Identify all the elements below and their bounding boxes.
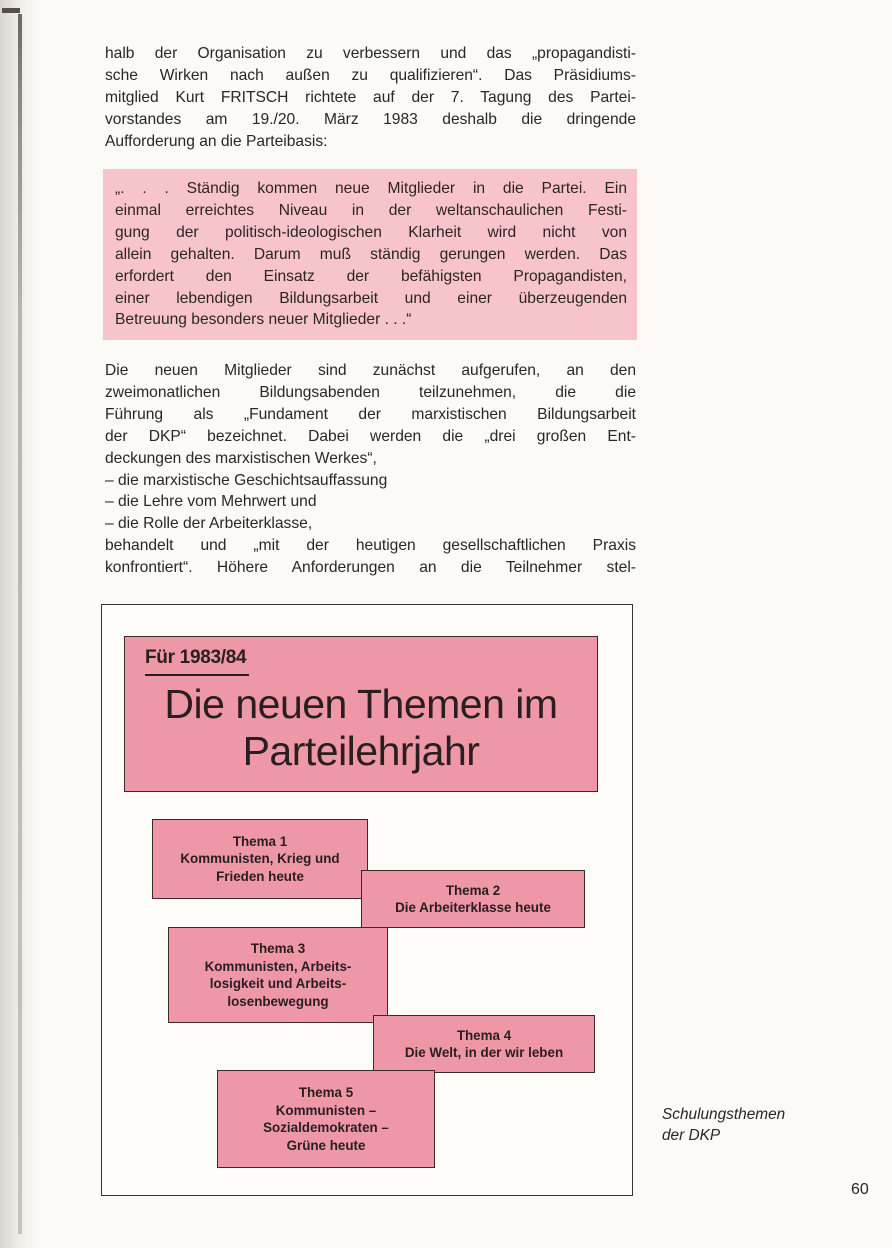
theme-title-line: Kommunisten – [275,1102,377,1118]
text-line: sche Wirken nach außen zu qualifizieren“. Das Präsidiums- [105,66,636,84]
quote-highlight-box [103,169,637,340]
binding-edge [18,14,22,1234]
bullet-item: – die marxistische Geschichtsauffassung [105,471,388,489]
theme-box-4 [373,1015,595,1073]
caption-line: der DKP [662,1127,721,1144]
theme-box-5 [217,1070,435,1168]
theme-title-line: Kommunisten, Arbeits- [204,958,352,974]
theme-title-line: Die Arbeiterklasse heute [395,900,551,915]
text-line: halb der Organisation zu verbessern und das „propagandisti- [105,45,636,62]
quote-line: Betreuung besonders neuer Mitglieder . . .“ [115,311,412,329]
theme-number: Thema 2 [445,882,501,898]
quote-line: allein gehalten. Darum muß ständig gerungen werden. Das [115,245,627,263]
text-line: vorstandes am 19./20. März 1983 deshalb die dringende [105,110,636,128]
quote-line: „. . . Ständig kommen neue Mitglieder in die Partei. Ein [115,180,627,197]
theme-title-line: Sozialdemokraten – [263,1120,389,1135]
text-line: der DKP“ bezeichnet. Dabei werden die „drei großen Ent- [105,427,636,445]
paragraph-intro [105,43,636,153]
figure-caption [662,1104,785,1146]
theme-title-line: Frieden heute [216,868,304,884]
text-line: behandelt und „mit der heutigen gesellschaftlichen Praxis [105,537,636,555]
bullet-item: – die Rolle der Arbeiterklasse, [105,515,313,533]
quote-line: einmal erreichtes Niveau in der weltanschaulichen Festi- [115,201,627,219]
text-line: deckungen des marxistischen Werkes“, [105,449,377,467]
theme-title-line: losigkeit und Arbeits- [209,976,347,991]
text-line: Führung als „Fundament der marxistischen Bildungsarbeit [105,405,636,423]
theme-box-3 [168,927,388,1023]
headline-line: Die neuen Themen im [164,681,558,727]
quote-line: erfordert den Einsatz der befähigsten Propagandisten, [115,267,627,285]
quote-line: gung der politisch-ideologischen Klarheit wird nicht von [115,223,627,241]
quote-text [115,178,627,331]
theme-title-line: Kommunisten, Krieg und [180,851,340,867]
year-label: Für 1983/84 [145,647,247,668]
theme-title-line: Die Welt, in der wir leben [404,1045,564,1060]
theme-title-line: losenbewegung [227,993,329,1009]
text-line: mitglied Kurt FRITSCH richtete auf der 7. Tagung des Partei- [105,88,636,106]
theme-number: Thema 4 [456,1027,512,1043]
paragraph-members [105,360,636,579]
headline-line: Parteilehrjahr [242,728,480,774]
theme-number: Thema 5 [298,1085,354,1100]
quote-line: einer lebendigen Bildungsarbeit und einer überzeugenden [115,289,627,307]
theme-number: Thema 3 [250,941,306,956]
theme-box-2 [361,870,585,928]
text-line: zweimonatlichen Bildungsabenden teilzunehmen, die die [105,383,636,401]
figure-header-box [124,636,598,792]
theme-number: Thema 1 [232,833,288,849]
caption-line: Schulungsthemen [662,1106,786,1123]
text-line: konfrontiert“. Höhere Anforderungen an die Teilnehmer stel- [105,559,636,577]
bullet-item: – die Lehre vom Mehrwert und [105,493,317,511]
theme-box-1 [152,819,368,899]
year-underline [145,674,249,676]
page-number: 60 [851,1181,869,1198]
binding-corner-mark [2,8,20,13]
text-line: Die neuen Mitglieder sind zunächst aufgerufen, an den [105,362,636,379]
text-line: Aufforderung an die Parteibasis: [105,132,328,150]
theme-title-line: Grüne heute [286,1137,366,1153]
figure-headline [125,681,597,775]
